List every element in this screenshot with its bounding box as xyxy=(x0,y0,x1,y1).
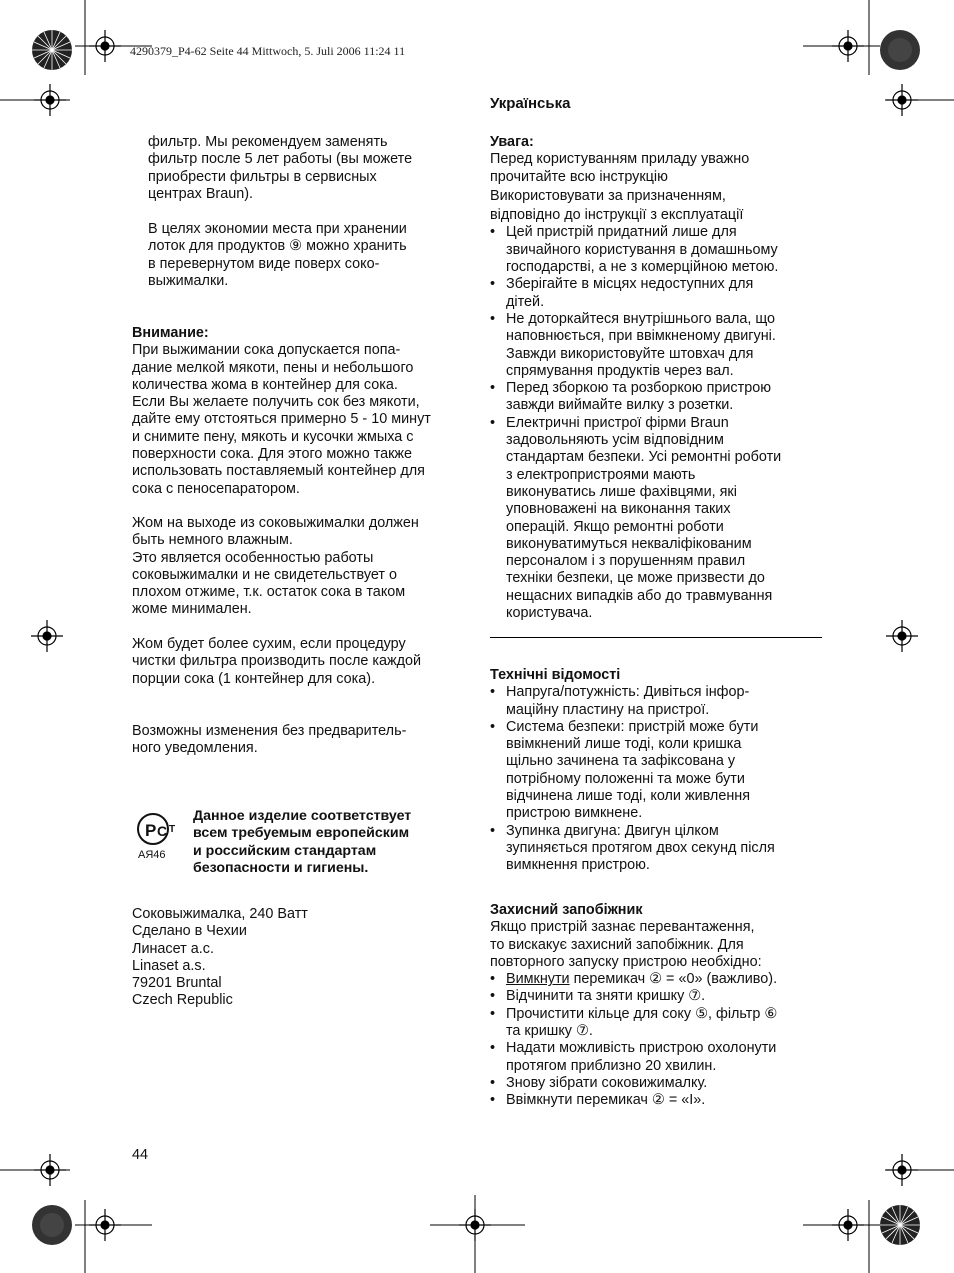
attention-section: Внимание: При выжимании сока допускается попа- дание мелкой мякоти, пены и небольшого количества жома в контейнер для сока. Если Вы желаете получить сок без мякоти, дайте ему отстояться примерно 5 - 10 минут и снимите пену, мякоть и кусочки жмыха с поверхности сока. Для этого можно также использовать поставляемый контейнер для сока с пеносепаратором. xyxy=(132,325,467,498)
list-item: • Зупинка двигуна: Двигун цілком зупиняється протягом двох секунд після вимкнення пристрою. xyxy=(490,822,775,874)
svg-text:C: C xyxy=(157,823,168,839)
list-item: • Перед зборкою та розборкою пристрою завжди виймайте вилку з розетки. xyxy=(490,380,772,414)
print-info-header: 4290379_P4-62 Seite 44 Mittwoch, 5. Juli 2006 11:24 11 xyxy=(130,44,406,58)
storage-paragraph: В целях экономии места при хранении лоток для продуктов ⑨ можно хранить в перевернутом виде поверх соко- выжималки. xyxy=(148,221,407,289)
svg-text:P: P xyxy=(145,821,157,840)
list-item: • Ввімкнути перемикач ② = «I». xyxy=(490,1092,706,1109)
switch-off-term: Вимкнути xyxy=(506,971,570,988)
list-item: • Електричні пристрої фірми Braun задовольняють усім відповідним стандартам безпеки. Усі ремонтні роботи з електропристроями мають виконуватись лише фахівцями, які уповноважені на виконання таких операцій. Якщо ремонтні роботи виконуватимуться некваліфікованим персоналом і з порушенням правил техніки безпеки, це може призвести до нещасних випадків або до травмування користувача. xyxy=(490,414,782,622)
list-item: • Напруга/потужність: Дивіться інфор- маційну пластину на пристрої. xyxy=(490,684,750,718)
list-item: • Прочистити кільце для соку ⑤, фільтр ⑥ та кришку ⑦. xyxy=(490,1005,778,1040)
certification-block xyxy=(135,808,465,878)
attention-title: Внимание: xyxy=(132,325,209,341)
fuse-title: Захисний запобіжник xyxy=(490,902,643,918)
warning-title: Увага: xyxy=(490,134,534,150)
list-item: • Знову зібрати соковижималку. xyxy=(490,1074,708,1091)
warning-list xyxy=(490,224,825,622)
tech-specs-section xyxy=(490,667,825,875)
list-item: • Вимкнути перемикач ② = «0» (важливо). xyxy=(490,971,778,988)
rst-certification-logo xyxy=(135,810,183,862)
fuse-section: Захисний запобіжник Якщо пристрій зазнає перевантаження, то вискакує захисний запобіжник. Для повторного запуску пристрою необхідно: • Вимкнути перемикач ② = «0» (важливо). • Відчинити та зняти кришку ⑦. • Прочистити кільце для соку ⑤, фільтр ⑥ та кришку ⑦. • Надати можливість пристрою охолонути протягом приблизно 20 хвилин. • Знову зібрати соковижималку. • Ввімкнути перемикач ② = «I». xyxy=(490,902,825,1110)
page-number: 44 xyxy=(132,1147,149,1163)
cert-code: АЯ46 xyxy=(138,849,166,861)
pulp-paragraph: Жом на выходе из соковыжималки должен быть немного влажным. Это является особенностью работы соковыжималки и не свидетельствует о плохом отжиме, т.к. остаток сока в таком жоме минимален. xyxy=(132,515,419,618)
language-heading: Українська xyxy=(490,95,571,112)
certification-text: Данное изделие соответствует всем требуемым европейским и российским стандартам безопасности и гигиены. xyxy=(193,808,412,876)
drier-paragraph: Жом будет более сухим, если процедуру чистки фильтра производить после каждой порции сока (1 контейнер для сока). xyxy=(132,636,422,687)
warning-section: Увага: Перед користуванням приладу уважно прочитайте всю інструкцію Використовувати за призначенням, відповідно до інструкції з експлуатації • Цей пристрій придатний лише для звичайного користування в домашньому господарстві, а не з комерційною метою. • Зберігайте в місцях недоступних для дітей. • Не доторкайтеся внутрішнього вала, що наповнюється, при ввімкненому двигуні. Завжди використовуйте штовхач для спрямування продуктів через вал. • Перед зборкою та розборкою пристрою завжди виймайте вилку з розетки. • Електричні пристрої фірми Braun задовольняють усім відповідним стандартам безпеки. Усі ремонтні роботи з електропристроями мають виконуватись лише фахівцями, які уповноважені на виконання таких операцій. Якщо ремонтні роботи виконуватимуться некваліфікованим персоналом і з порушенням правил техніки безпеки, це може призвести до нещасних випадків або до травмування користувача. xyxy=(490,134,825,622)
tech-specs-list xyxy=(490,684,825,874)
filter-paragraph: фильтр. Мы рекомендуем заменять фильтр после 5 лет работы (вы можете приобрести фильтры в сервисных центрах Braun). xyxy=(148,134,413,202)
list-item: • Цей пристрій придатний лише для звичайного користування в домашньому господарстві, а не з комерційною метою. xyxy=(490,224,779,276)
manufacturer-address: Соковыжималка, 240 Ватт Сделано в Чехии Линасет а.с. Linaset a.s. 79201 Bruntal Czech Republic xyxy=(132,906,308,1009)
section-divider xyxy=(490,637,822,638)
tech-specs-title: Технічні відомості xyxy=(490,667,621,683)
list-item: • Зберігайте в місцях недоступних для дітей. xyxy=(490,276,754,310)
fuse-steps-list xyxy=(490,971,825,1109)
list-item: • Не доторкайтеся внутрішнього вала, що наповнюється, при ввімкненому двигуні. Завжди використовуйте штовхач для спрямування продуктів через вал. xyxy=(490,310,776,379)
list-item: • Відчинити та зняти кришку ⑦. xyxy=(490,988,706,1005)
list-item: • Надати можливість пристрою охолонути протягом приблизно 20 хвилин. xyxy=(490,1040,777,1074)
list-item: • Система безпеки: пристрій може бути ввімкнений лише тоді, коли кришка щільно зачинена та зафіксована у потрібному положенні та може бути відчинена лише тоді, коли живлення пристрою вимкнене. xyxy=(490,718,759,822)
svg-text:T: T xyxy=(169,824,176,835)
changes-notice: Возможны изменения без предваритель- ного уведомления. xyxy=(132,723,407,757)
